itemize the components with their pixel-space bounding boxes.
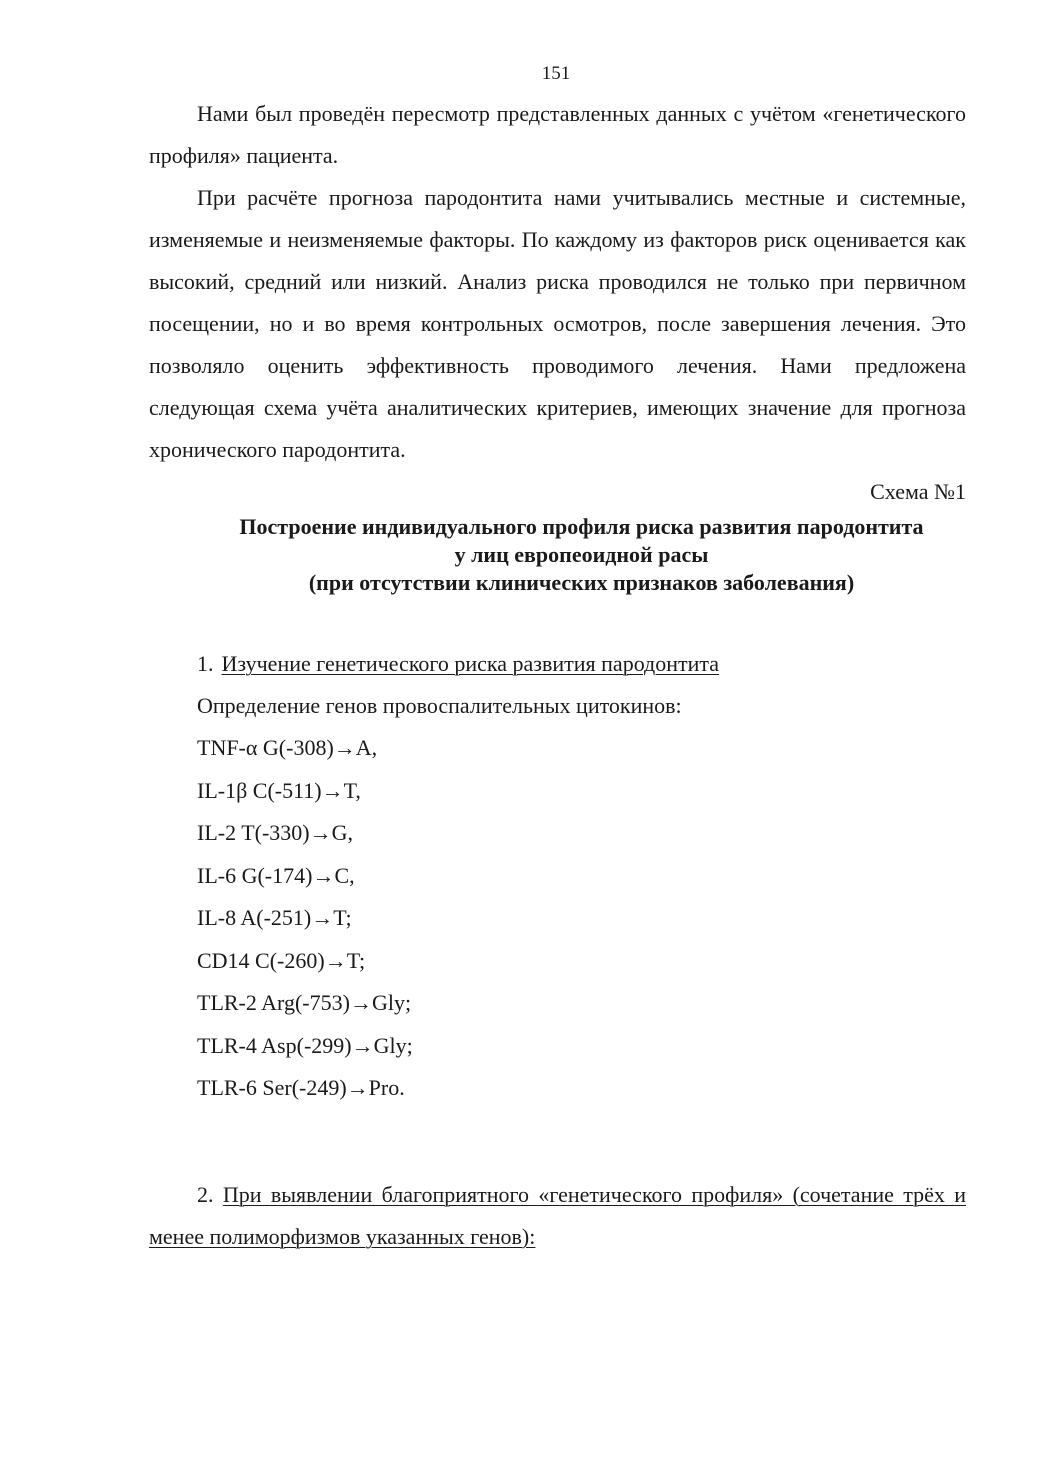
- scheme-title-line: Построение индивидуального профиля риска развития пародонтита: [239, 514, 924, 539]
- scheme-title-line: у лиц европеоидной расы: [454, 542, 709, 567]
- gene-item: IL-2 T(-330)→G,: [197, 820, 353, 845]
- paragraph-review: Нами был проведён пересмотр представленных данных с учётом «генетического профиля» пациента.: [149, 101, 966, 168]
- section-1-title: Изучение генетического риска развития пародонтита: [221, 651, 720, 676]
- gene-item: TLR-2 Arg(-753)→Gly;: [197, 990, 412, 1015]
- paragraph-risk-analysis: При расчёте прогноза пародонтита нами учитывались местные и системные, изменяемые и неизменяемые факторы. По каждому из факторов риск оценивается как высокий, средний или низкий. Анализ риска проводился не только при первичном посещении, но и во время контрольных осмотров, после завершения лечения. Это позволяло оценить эффективность проводимого лечения. Нами предложена следующая схема учёта аналитических критериев, имеющих значение для прогноза хронического пародонтита.: [149, 185, 966, 462]
- gene-item: IL-6 G(-174)→C,: [197, 862, 355, 888]
- section-2-text: При выявлении благоприятного «генетического профиля» (сочетание трёх и менее полиморфизмов указанных генов):: [149, 1181, 966, 1249]
- gene-list: [149, 727, 966, 1110]
- section-2-number: 2.: [197, 1181, 214, 1207]
- gene-item: TLR-6 Ser(-249)→Pro.: [197, 1075, 405, 1100]
- section-1-heading: [149, 643, 966, 685]
- scheme-label: Схема №1: [870, 479, 966, 504]
- section-2-item: [149, 1174, 966, 1258]
- page-number: 151: [541, 63, 571, 84]
- scheme-title-line: (при отсутствии клинических признаков заболевания): [308, 570, 855, 595]
- gene-item: TLR-4 Asp(-299)→Gly;: [197, 1032, 413, 1058]
- gene-item: CD14 C(-260)→T;: [197, 947, 366, 973]
- scheme-title: [149, 513, 966, 597]
- section-1-intro: Определение генов провоспалительных цитокинов:: [197, 693, 682, 718]
- page-content: [149, 93, 966, 1258]
- gene-item: IL-8 A(-251)→T;: [197, 905, 352, 930]
- section-1-number: 1.: [197, 651, 214, 676]
- gene-item: IL-1β C(-511)→T,: [197, 777, 361, 803]
- gene-item: TNF-α G(-308)→A,: [197, 735, 378, 760]
